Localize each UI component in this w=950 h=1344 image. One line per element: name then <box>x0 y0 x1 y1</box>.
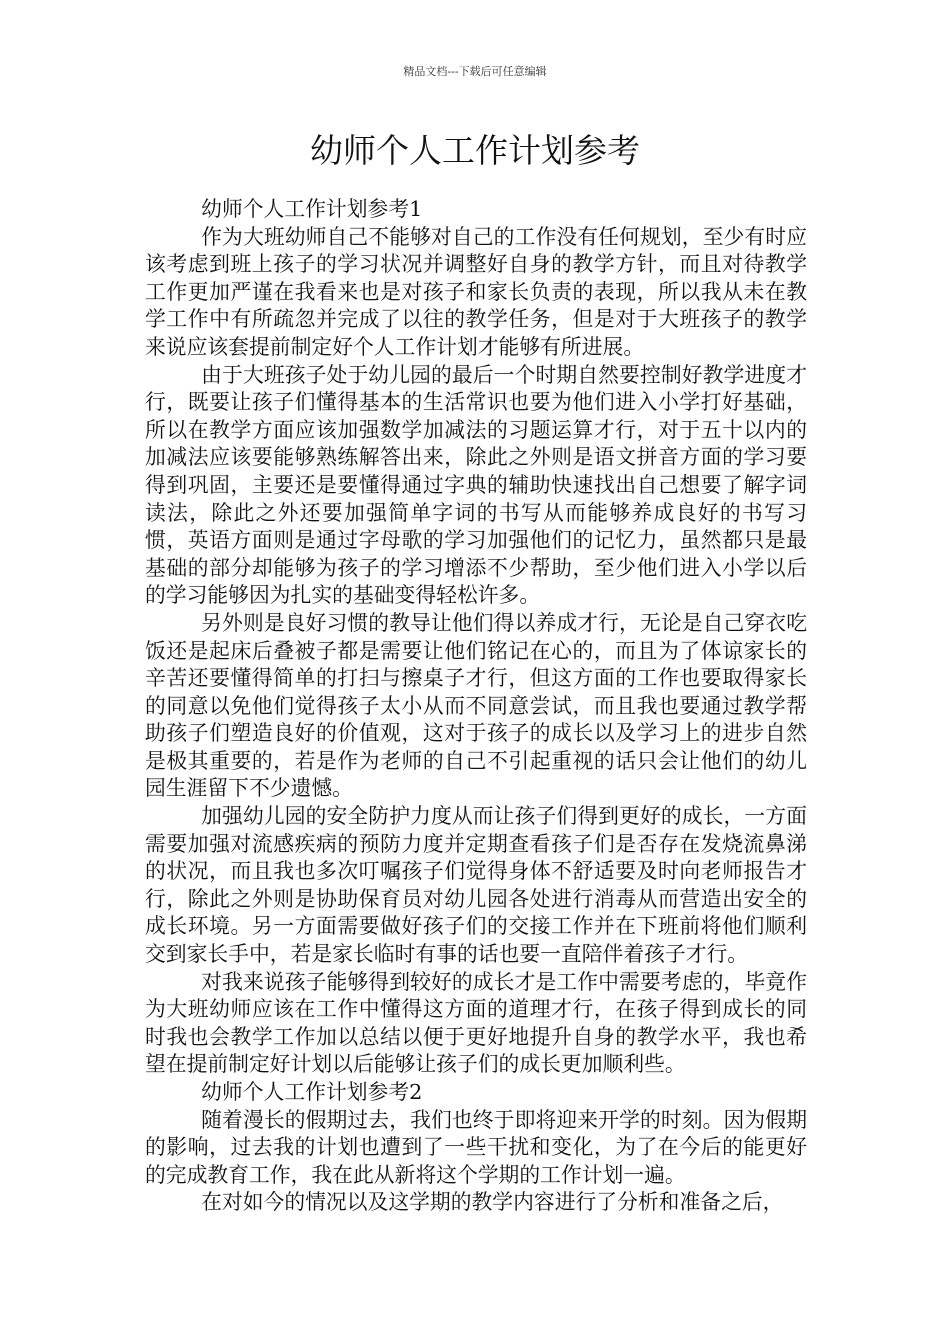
document-title: 幼师个人工作计划参考 <box>310 131 640 170</box>
paragraph: 在对如今的情况以及这学期的教学内容进行了分析和准备之后， <box>201 1190 784 1215</box>
page-header: 精品文档---下载后可任意编辑 <box>403 65 547 78</box>
paragraph: 随着漫长的假期过去，我们也终于即将迎来开学的时刻。因为假期的影响，过去我的计划也遭到了一些干扰和变化，为了在今后的能更好的完成教育工作，我在此从新将这个学期的工作计划一遍。 <box>145 1107 807 1187</box>
section-heading-1: 幼师个人工作计划参考1 <box>201 197 423 221</box>
paragraph: 加强幼儿园的安全防护力度从而让孩子们得到更好的成长，一方面需要加强对流感疾病的预防力度并定期查看孩子们是否存在发烧流鼻涕的状况，而且我也多次叮嘱孩子们觉得身体不舒适要及时向老师报告才行，除此之外则是协助保育员对幼儿园各处进行消毒从而营造出安全的成长环境。另一方面需要做好孩子们的交接工作并在下班前将他们顺利交到家长手中，若是家长临时有事的话也要一直陪伴着孩子才行。 <box>145 804 807 967</box>
paragraph: 由于大班孩子处于幼儿园的最后一个时期自然要控制好教学进度才行，既要让孩子们懂得基本的生活常识也要为他们进入小学打好基础，所以在教学方面应该加强数学加减法的习题运算才行，对于五十以内的加减法应该要能够熟练解答出来，除此之外则是语文拼音方面的学习要得到巩固，主要还是要懂得通过字典的辅助快速找出自己想要了解字词读法，除此之外还要加强简单字词的书写从而能够养成良好的书写习惯，英语方面则是通过字母歌的学习加强他们的记忆力，虽然都只是最基础的部分却能够为孩子的学习增添不少帮助，至少他们进入小学以后的学习能够因为扎实的基础变得轻松许多。 <box>145 362 807 608</box>
document-body <box>145 196 807 1217</box>
paragraph: 对我来说孩子能够得到较好的成长才是工作中需要考虑的，毕竟作为大班幼师应该在工作中懂得这方面的道理才行，在孩子得到成长的同时我也会教学工作加以总结以便于更好地提升自身的教学水平，我也希望在提前制定好计划以后能够让孩子们的成长更加顺利些。 <box>145 969 807 1077</box>
paragraph: 作为大班幼师自己不能够对自己的工作没有任何规划，至少有时应该考虑到班上孩子的学习状况并调整好自身的教学方针，而且对待教学工作更加严谨在我看来也是对孩子和家长负责的表现，所以我从未在教学工作中有所疏忽并完成了以往的教学任务，但是对于大班孩子的教学来说应该套提前制定好个人工作计划才能够有所进展。 <box>145 224 807 359</box>
paragraph: 另外则是良好习惯的教导让他们得以养成才行，无论是自己穿衣吃饭还是起床后叠被子都是需要让他们铭记在心的，而且为了体谅家长的辛苦还要懂得简单的打扫与擦桌子才行，但这方面的工作也要取得家长的同意以免他们觉得孩子太小从而不同意尝试，而且我也要通过教学帮助孩子们塑造良好的价值观，这对于孩子的成长以及学习上的进步自然是极其重要的，若是作为老师的自己不引起重视的话只会让他们的幼儿园生涯留下不少遗憾。 <box>145 610 807 801</box>
section-heading-2: 幼师个人工作计划参考2 <box>201 1080 423 1104</box>
